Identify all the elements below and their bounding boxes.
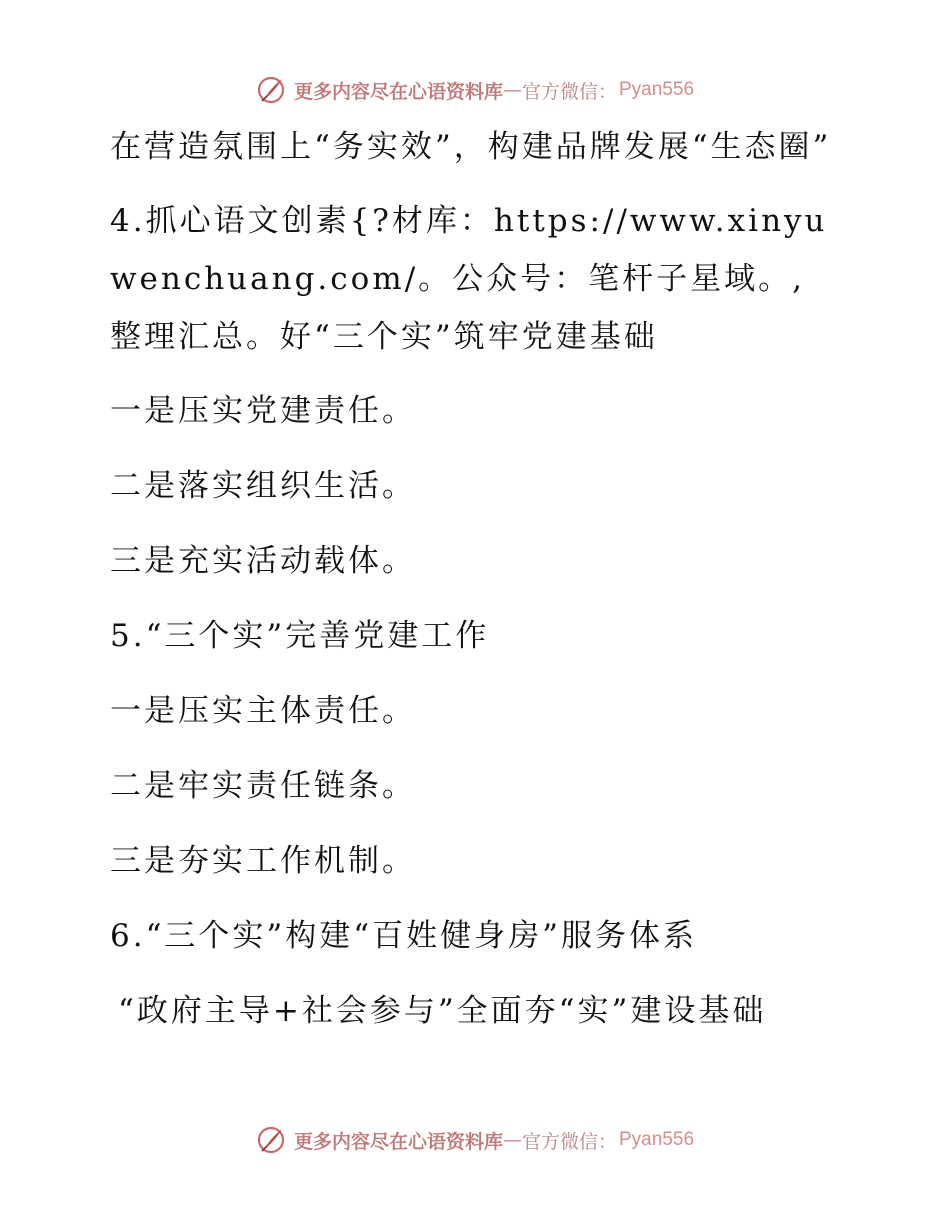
paragraph: 三是充实活动载体。	[110, 543, 416, 579]
watermark-label: 官方微信：	[521, 1130, 617, 1153]
paragraph: 4.抓心语文创素{?材库：https://www.xinyuwenchuang.com/。公众号：笔杆子星域。,整理汇总。好“三个实”筑牢党建基础	[110, 203, 828, 355]
paragraph: 三是夯实工作机制。	[110, 843, 416, 879]
paragraph: 6.“三个实”构建“百姓健身房”服务体系	[110, 918, 697, 954]
paragraph: 一是压实主体责任。	[110, 693, 416, 729]
watermark-separator: —	[502, 1129, 522, 1151]
header-watermark	[0, 70, 950, 110]
document-body	[96, 118, 836, 1057]
paragraph: 二是落实组织生活。	[110, 468, 416, 504]
paragraph: 一是压实党建责任。	[110, 393, 416, 429]
watermark-brand: 更多内容尽在心语资料库	[293, 1130, 503, 1153]
quill-pen-logo-icon	[256, 75, 286, 105]
watermark-separator: —	[502, 79, 522, 101]
footer-watermark	[0, 1120, 950, 1160]
paragraph: 二是牢实责任链条。	[110, 768, 416, 804]
paragraph: “政府主导+社会参与”全面夯“实”建设基础	[118, 993, 767, 1029]
watermark-wechat-id: Pyan556	[619, 1129, 695, 1150]
watermark-wechat-id: Pyan556	[619, 79, 695, 100]
paragraph: 5.“三个实”完善党建工作	[110, 618, 490, 654]
paragraph: 在营造氛围上“务实效”，构建品牌发展“生态圈”	[110, 129, 832, 165]
watermark-label: 官方微信：	[521, 80, 617, 103]
watermark-brand: 更多内容尽在心语资料库	[293, 80, 503, 103]
quill-pen-logo-icon	[256, 1125, 286, 1155]
